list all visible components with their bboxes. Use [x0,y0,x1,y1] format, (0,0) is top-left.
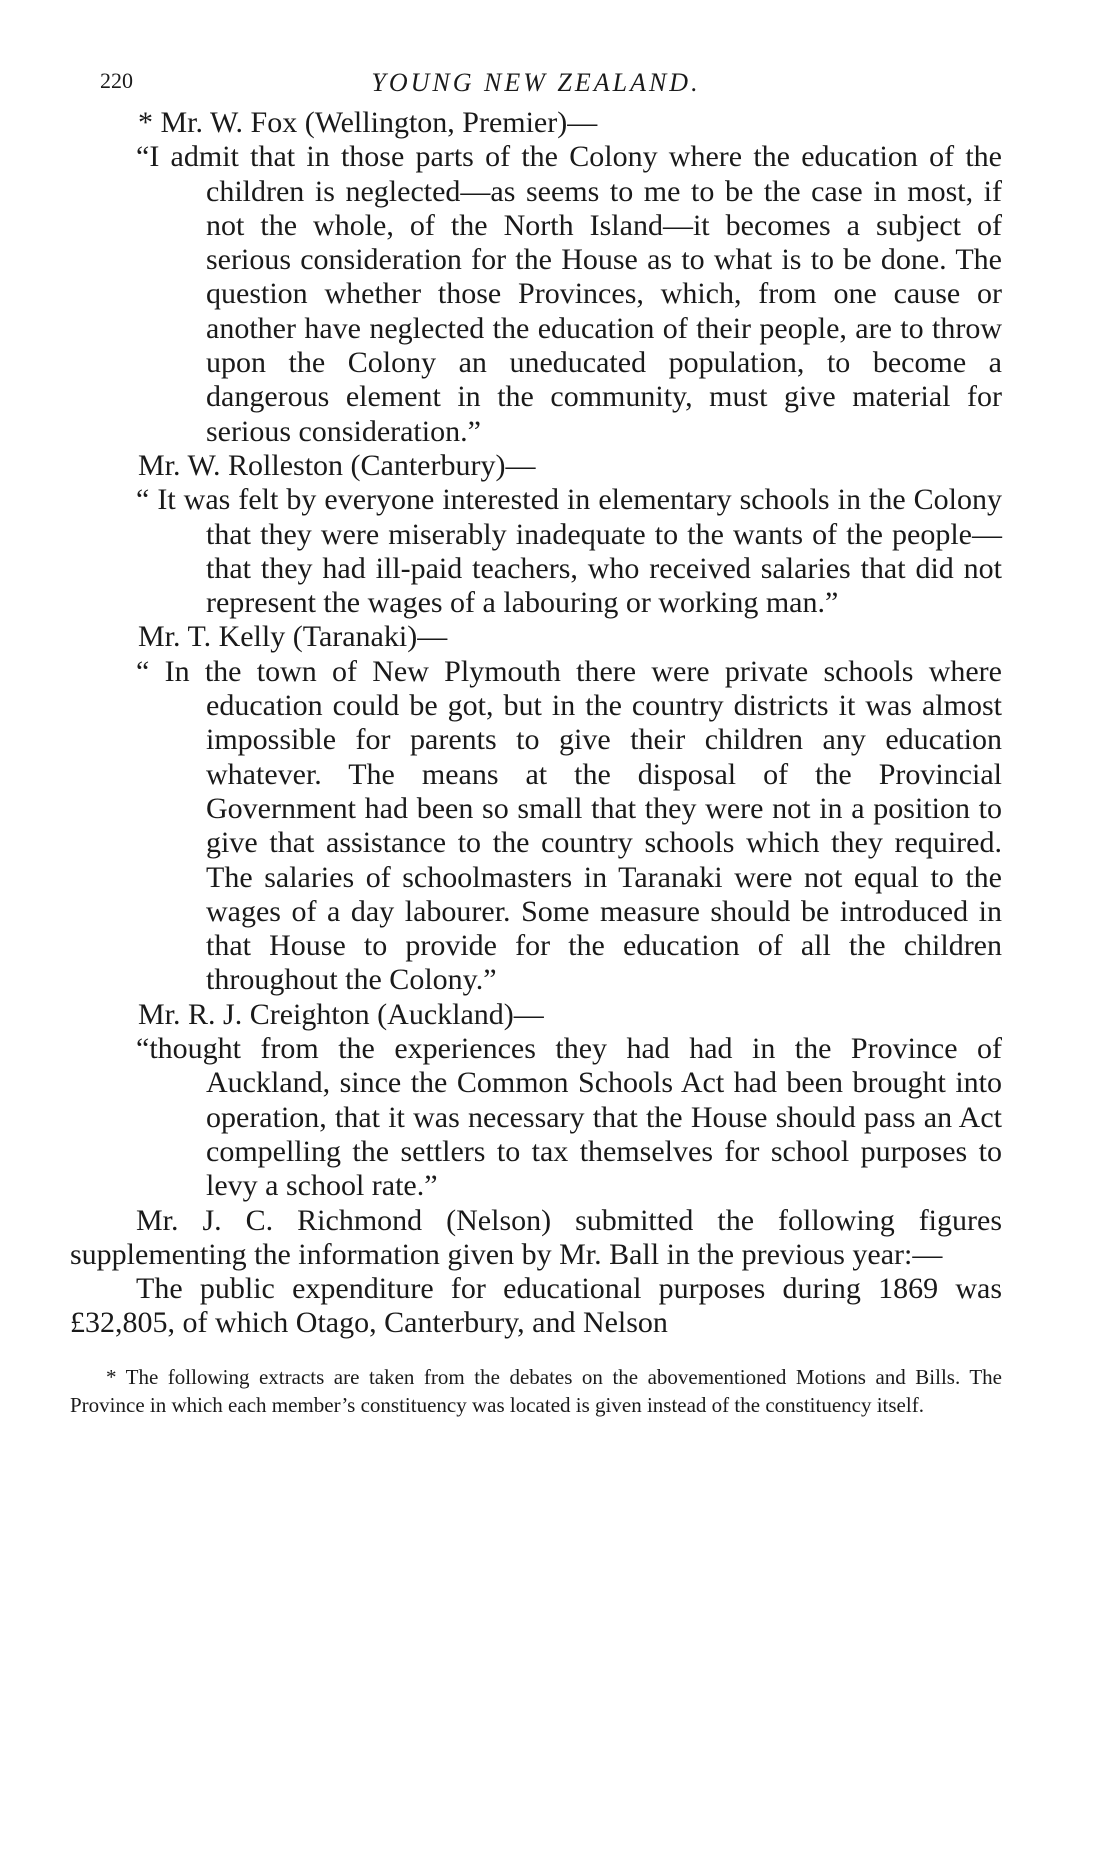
body-paragraph: The public expenditure for educational purposes during 1869 was £32,805, of which Otago, Canterbury, and Nelson [70,1272,1002,1340]
footnote: * The following extracts are taken from the debates on the abovementioned Motions and Bills. The Province in which each member’s constituency was located is given instead of the constituency itself. [70,1364,1002,1417]
page-number: 220 [100,68,133,93]
running-title: YOUNG NEW ZEALAND. [371,68,701,97]
quotation: “ It was felt by everyone interested in elementary schools in the Colony that they were miserably inadequate to the wants of the people—that they had ill-paid teachers, who received salaries that did not represent the wages of a labouring or working man.” [136,483,1002,620]
speaker-heading: Mr. T. Kelly (Taranaki)— [138,620,448,654]
running-head [70,62,1002,106]
main-text [70,106,1002,1341]
quotation: “I admit that in those parts of the Colony where the education of the children is neglected—as seems to me to be the case in most, if not the whole, of the North Island—it becomes a subject of serious consideration for the House as to what is to be done. The question whether those Provinces, which, from one cause or another have neglected the education of their people, are to throw upon the Colony an uneducated population, to become a dangerous element in the community, must give material for serious consideration.” [136,140,1002,448]
body-paragraph: Mr. J. C. Richmond (Nelson) submitted the following figures supplementing the information given by Mr. Ball in the previous year:— [70,1203,1002,1271]
quotation: “ In the town of New Plymouth there were private schools where education could be got, but in the country districts it was almost impossible for parents to give their children any education whatever. The means at the disposal of the Provincial Government had been so small that they were not in a position to give that assistance to the country schools which they required. The salaries of schoolmasters in Taranaki were not equal to the wages of a day labourer. Some measure should be introduced in that House to provide for the education of all the children throughout the Colony.” [136,654,1002,997]
speaker-heading: Mr. W. Rolleston (Canterbury)— [138,448,536,482]
speaker-heading: Mr. R. J. Creighton (Auckland)— [138,997,544,1031]
speaker-heading: * Mr. W. Fox (Wellington, Premier)— [138,106,598,139]
quotation: “thought from the experiences they had had in the Province of Auckland, since the Common Schools Act had been brought into operation, that it was necessary that the House should pass an Act compelling the settlers to tax themselves for school purposes to levy a school rate.” [136,1032,1002,1203]
book-page [70,62,1002,1440]
